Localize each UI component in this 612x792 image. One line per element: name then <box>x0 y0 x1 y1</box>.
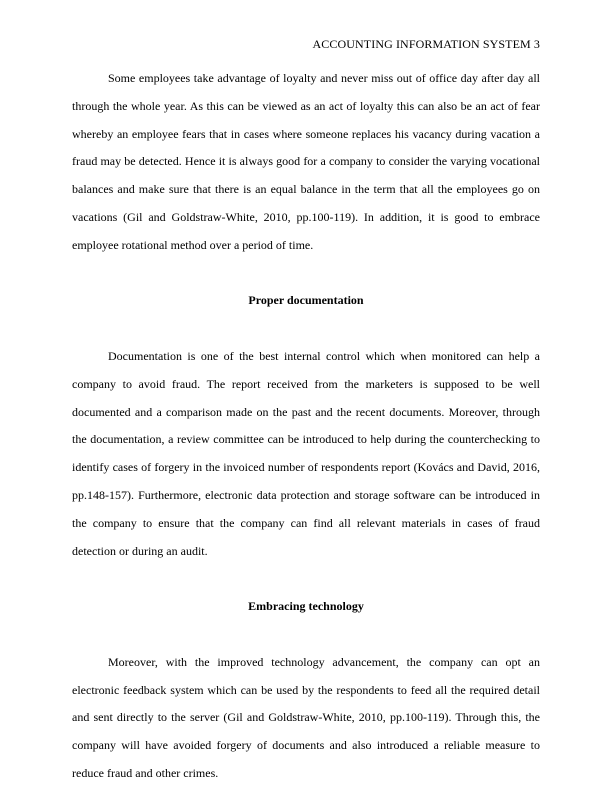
section-heading-embracing-technology: Embracing technology <box>248 599 364 614</box>
spacer <box>72 565 540 593</box>
paragraph-technology: Moreover, with the improved technology advancement, the company can opt an electronic feedback system which can be used by the respondents to feed all the required detail and sent directly to the server (Gil and Goldstraw-White, 2010, pp.100-119). Through this, the company will have avoided forgery of documents and also introduced a reliable measure to reduce fraud and other crimes. <box>72 654 540 780</box>
page-number: 3 <box>533 37 540 51</box>
paragraph-loyalty: Some employees take advantage of loyalty and never miss out of office day after day all through the whole year. As this can be viewed as an act of loyalty this can also be an act of fear whereby an employee fears that in cases where someone replaces his vacancy during vacation a fraud may be detected. Hence it is always good for a company to consider the varying vocational balances and make sure that there is an equal balance in the term that all the employees go on vacations (Gil and Goldstraw-White, 2010, pp.100-119). In addition, it is good to embrace employee rotational method over a period of time. <box>72 71 540 252</box>
document-body <box>72 65 540 788</box>
section-heading-proper-documentation: Proper documentation <box>248 293 364 308</box>
spacer <box>72 260 540 288</box>
running-head-title: ACCOUNTING INFORMATION SYSTEM <box>312 37 531 51</box>
paragraph-documentation: Documentation is one of the best internal control which when monitored can help a company to avoid fraud. The report received from the marketers is supposed to be well documented and a comparison made on the past and the recent documents. Moreover, through the documentation, a review committee can be introduced to help during the counterchecking to identify cases of forgery in the invoiced number of respondents report (Kovács and David, 2016, pp.148-157). Furthermore, electronic data protection and storage software can be introduced in the company to ensure that the company can find all relevant materials in cases of fraud detection or during an audit. <box>72 348 540 558</box>
spacer <box>72 621 540 649</box>
spacer <box>72 315 540 343</box>
running-head <box>313 37 540 51</box>
